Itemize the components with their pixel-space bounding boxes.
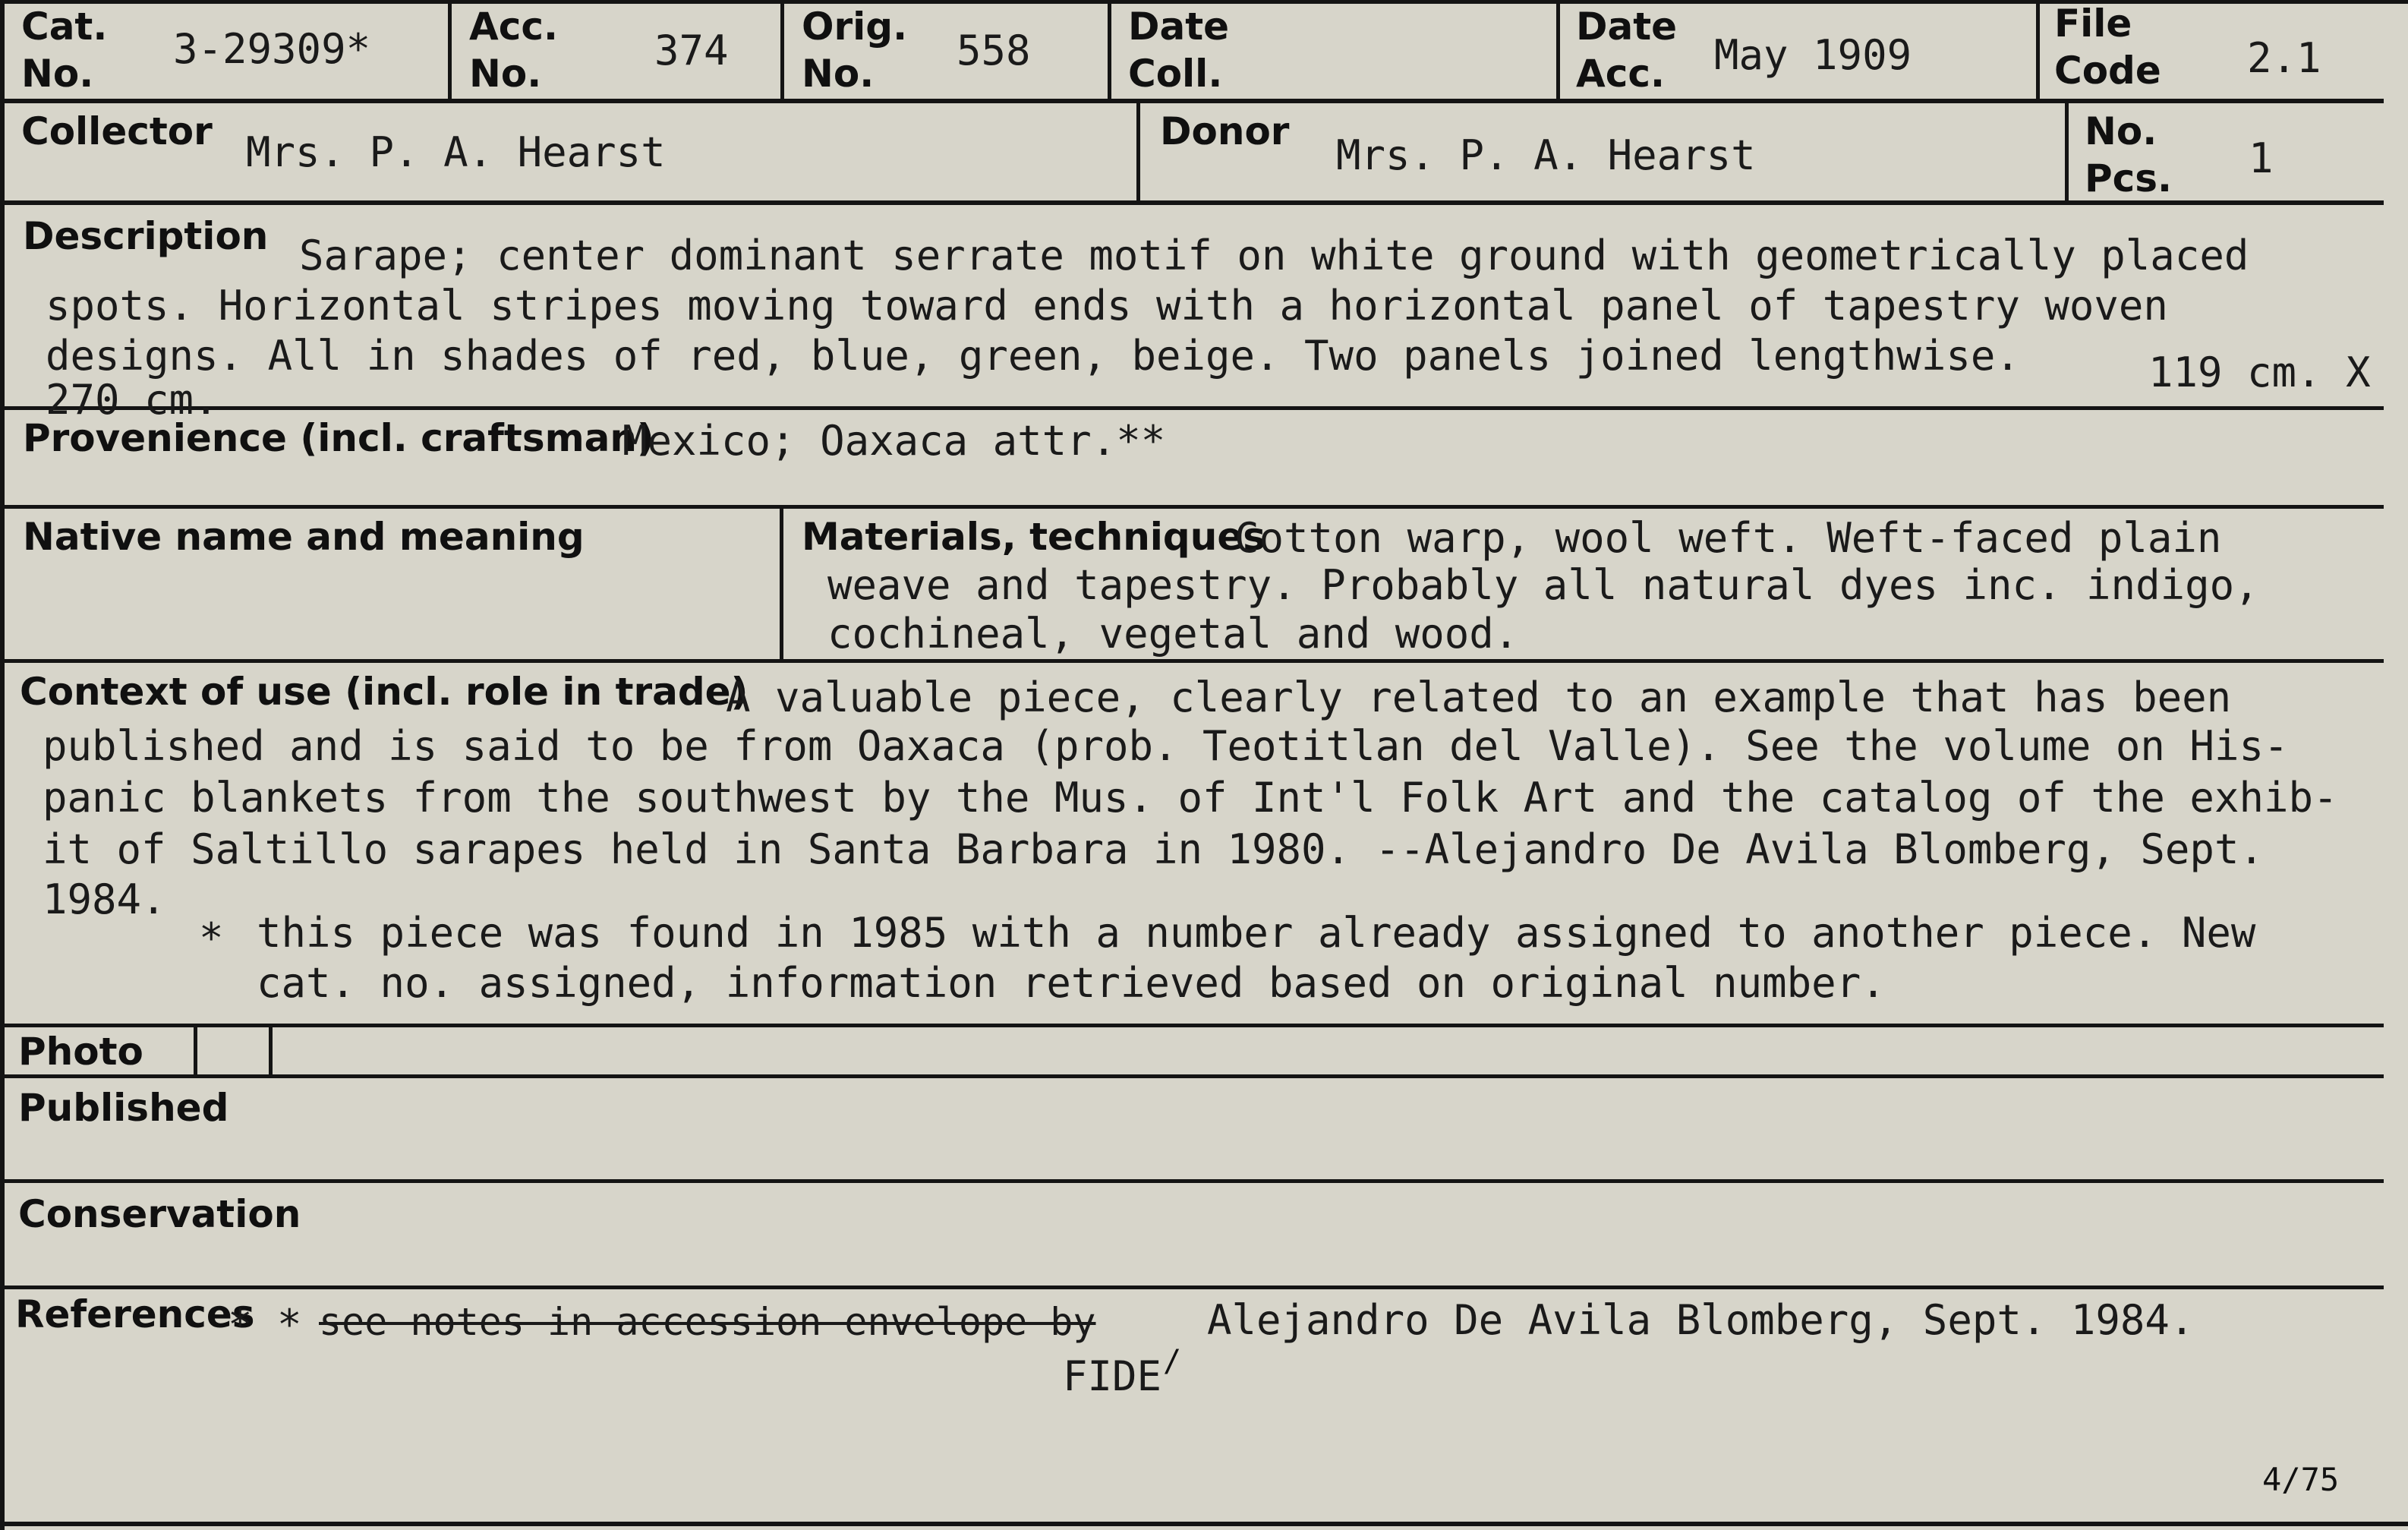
materials-line-3: cochineal, vegetal and wood. <box>827 610 1519 658</box>
references-value: Alejandro De Avila Blomberg, Sept. 1984. <box>1207 1296 2195 1344</box>
references-fide: FIDE <box>1063 1352 1162 1400</box>
divider-photo-2 <box>269 1025 273 1077</box>
rule-published-bottom <box>0 1179 2384 1183</box>
materials-line-2: weave and tapestry. Probably all natural dyes inc. indigo, <box>827 561 2259 609</box>
cat-label-line2: No. <box>21 52 94 96</box>
dateacc-label-line2: Acc. <box>1576 52 1665 96</box>
datecoll-label-line2: Coll. <box>1128 52 1223 96</box>
photo-label: Photo <box>18 1030 143 1074</box>
rule-collector-bottom <box>0 200 2384 205</box>
references-stars: * * <box>228 1301 302 1349</box>
context-label: Context of use (incl. role in trade) <box>20 670 749 714</box>
context-line-5: 1984. <box>43 875 166 923</box>
dateacc-label-line1: Date <box>1576 5 1678 49</box>
divider-collector-donor <box>1136 101 1140 203</box>
datecoll-label-line1: Date <box>1128 5 1230 49</box>
divider-datecoll-dateacc <box>1556 0 1560 101</box>
donor-label: Donor <box>1160 109 1290 153</box>
conservation-label: Conservation <box>18 1192 301 1236</box>
file-label-line2: Code <box>2054 49 2161 93</box>
divider-acc-orig <box>780 0 784 101</box>
rule-conservation-bottom <box>0 1286 2384 1289</box>
context-line-2: published and is said to be from Oaxaca (prob. Teotitlan del Valle). See the volume on His- <box>43 722 2289 770</box>
form-code: 4/75 <box>2262 1461 2340 1498</box>
divider-donor-nopcs <box>2065 101 2069 203</box>
published-label: Published <box>18 1086 229 1130</box>
orig-label-line1: Orig. <box>802 5 908 49</box>
fide-check-mark: / <box>1163 1344 1182 1379</box>
orig-no-value: 558 <box>957 27 1031 74</box>
file-code-value: 2.1 <box>2247 34 2321 82</box>
references-struck-text: see notes in accession envelope by <box>319 1300 1096 1344</box>
no-pcs-label <box>2085 108 2172 202</box>
rule-header-bottom <box>0 99 2384 103</box>
date-acc-label <box>1576 3 1677 97</box>
materials-label: Materials, techniques <box>802 515 1265 559</box>
rule-provenience-bottom <box>0 505 2384 509</box>
acc-label-line2: No. <box>469 52 542 96</box>
collector-value: Mrs. P. A. Hearst <box>246 128 666 176</box>
native-name-label: Native name and meaning <box>23 515 585 559</box>
description-line-2: spots. Horizontal stripes moving toward ends with a horizontal panel of tapestry woven <box>46 282 2168 330</box>
nopcs-label-line1: No. <box>2085 109 2157 153</box>
cat-label-line1: Cat. <box>21 5 108 49</box>
donor-value: Mrs. P. A. Hearst <box>1336 131 1756 179</box>
rule-description-bottom <box>0 406 2384 410</box>
date-acc-value: May 1909 <box>1714 31 1912 79</box>
description-line-1: Sarape; center dominant serrate motif on white ground with geometrically placed <box>299 232 2249 279</box>
note-line-2: cat. no. assigned, information retrieved based on original number. <box>257 959 1886 1007</box>
note-line-1: this piece was found in 1985 with a number already assigned to another piece. New <box>257 909 2256 957</box>
description-line-4: 270 cm. <box>46 376 219 424</box>
rule-bottom <box>0 1522 2408 1526</box>
note-asterisk: * <box>199 914 224 962</box>
file-code-label <box>2054 0 2161 94</box>
provenience-label: Provenience (incl. craftsman) <box>23 416 654 460</box>
divider-dateacc-file <box>2036 0 2040 101</box>
cat-no-value: 3-29309* <box>173 25 371 73</box>
rule-left <box>0 0 5 1530</box>
rule-context-bottom <box>0 1024 2384 1027</box>
rule-photo-bottom <box>0 1074 2384 1078</box>
description-line-3: designs. All in shades of red, blue, green, beige. Two panels joined lengthwise. <box>46 332 2020 380</box>
acc-no-value: 374 <box>654 27 729 74</box>
date-coll-label <box>1128 3 1229 97</box>
collector-label: Collector <box>21 109 213 153</box>
file-label-line1: File <box>2054 2 2132 46</box>
no-pcs-value: 1 <box>2249 134 2274 182</box>
divider-orig-datecoll <box>1108 0 1111 101</box>
rule-materials-bottom <box>0 659 2384 663</box>
orig-no-label <box>802 3 907 97</box>
context-line-4: it of Saltillo sarapes held in Santa Barbara in 1980. --Alejandro De Avila Blomberg, Sept. <box>43 825 2264 873</box>
references-label: References <box>15 1292 255 1336</box>
materials-line-1: Cotton warp, wool weft. Weft-faced plain <box>1234 514 2222 562</box>
description-line-3-tail: 119 cm. X <box>2148 349 2371 396</box>
provenience-value: Mexico; Oaxaca attr.** <box>622 417 1166 465</box>
divider-native-materials <box>780 506 783 661</box>
nopcs-label-line2: Pcs. <box>2085 156 2173 200</box>
cat-no-label <box>21 3 107 97</box>
divider-cat-acc <box>448 0 452 101</box>
divider-photo-1 <box>194 1025 197 1077</box>
context-line-1: A valuable piece, clearly related to an example that has been <box>726 674 2232 721</box>
description-label: Description <box>23 214 269 258</box>
context-line-3: panic blankets from the southwest by the Mus. of Int'l Folk Art and the catalog of the exhib- <box>43 774 2338 822</box>
acc-no-label <box>469 3 558 97</box>
acc-label-line1: Acc. <box>469 5 558 49</box>
orig-label-line2: No. <box>802 52 875 96</box>
